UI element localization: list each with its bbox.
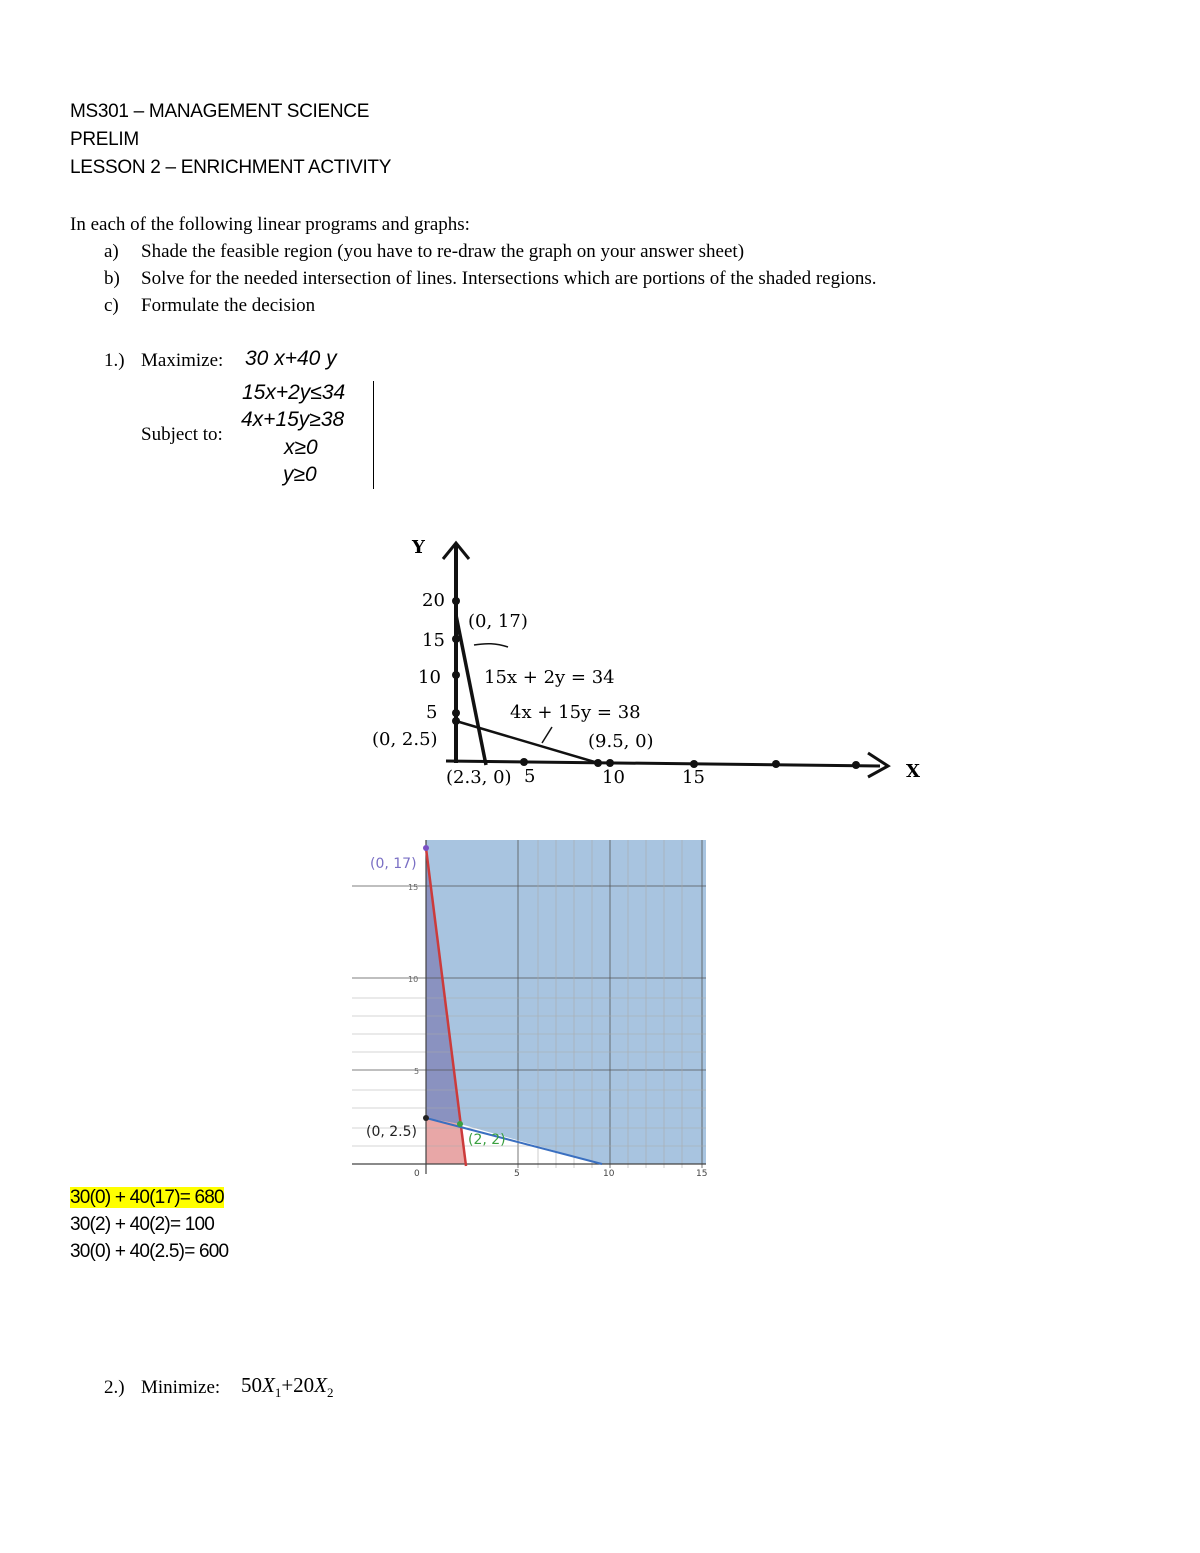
x-tick: 5 [514,1169,520,1179]
figure2-graph [352,838,708,1184]
line-label: 15x + 2y = 34 [484,667,615,688]
y-tick: 5 [414,1067,420,1076]
instruction-text: Shade the feasible region (you have to re-draw the graph on your answer sheet) [141,241,745,262]
subject-to-label: Subject to: [141,424,223,445]
instruction-marker: a) [104,241,119,262]
x-tick: 5 [524,766,536,787]
y-tick: 20 [422,590,445,611]
problem1-objective-label: Maximize: [141,350,224,371]
evaluation-line-2: 30(2) + 40(2)= 100 [70,1214,215,1235]
y-tick: 10 [418,667,441,688]
line-label: 4x + 15y = 38 [510,702,641,723]
x-tick: 0 [414,1169,420,1179]
var: X [314,1373,327,1397]
coef: 50 [241,1373,262,1397]
y-tick: 15 [422,630,445,651]
x-tick: 15 [682,767,705,788]
constraint-bracket [369,381,374,489]
instruction-item-b [104,268,877,290]
point-label: (0, 17) [468,611,528,632]
x-tick: 10 [602,767,625,788]
coef: +20 [281,1373,315,1397]
problem2-objective-label: Minimize: [141,1377,221,1398]
evaluation-line-1 [70,1187,224,1209]
evaluation-text: 30(0) + 40(17)= 680 [70,1187,224,1208]
y-tick: 5 [426,702,438,723]
x-tick: 10 [603,1169,615,1179]
y-tick: 10 [408,975,419,984]
constraint-1: 15x+2y≤34 [242,381,346,404]
point-label: (2.3, 0) [446,767,512,788]
y-tick: 15 [408,883,419,892]
evaluation-line-3: 30(0) + 40(2.5)= 600 [70,1241,229,1262]
figure1-graph [350,515,950,815]
constraint-2: 4x+15y≥38 [241,408,345,431]
subscript: 1 [274,1385,282,1401]
course-title: MS301 – MANAGEMENT SCIENCE [70,101,370,122]
x-axis-label: X [906,761,920,782]
problem1-objective: 30 x+40 y [245,347,337,370]
term-title: PRELIM [70,129,139,150]
problem2-objective [241,1373,334,1401]
lesson-title: LESSON 2 – ENRICHMENT ACTIVITY [70,157,392,178]
point-label: (0, 17) [370,856,417,872]
instruction-marker: c) [104,295,119,316]
var: X [262,1373,275,1397]
problem1-number: 1.) [104,350,125,371]
problem2-number: 2.) [104,1377,125,1398]
instruction-item-c [104,295,316,317]
subscript: 2 [327,1385,334,1401]
point-label: (2, 2) [468,1132,506,1148]
instructions-intro: In each of the following linear programs and graphs: [70,214,470,235]
x-tick: 15 [696,1169,708,1179]
point-label: (9.5, 0) [588,731,654,752]
y-axis-label: Y [412,537,425,558]
instruction-marker: b) [104,268,120,289]
point-label: (0, 2.5) [366,1124,417,1140]
instruction-text: Solve for the needed intersection of lines. Intersections which are portions of the shaded regions. [141,268,877,289]
instruction-item-a [104,241,745,263]
constraint-3: x≥0 [284,436,318,459]
point-label: (0, 2.5) [372,729,438,750]
constraint-4: y≥0 [283,463,317,486]
instruction-text: Formulate the decision [141,295,316,316]
